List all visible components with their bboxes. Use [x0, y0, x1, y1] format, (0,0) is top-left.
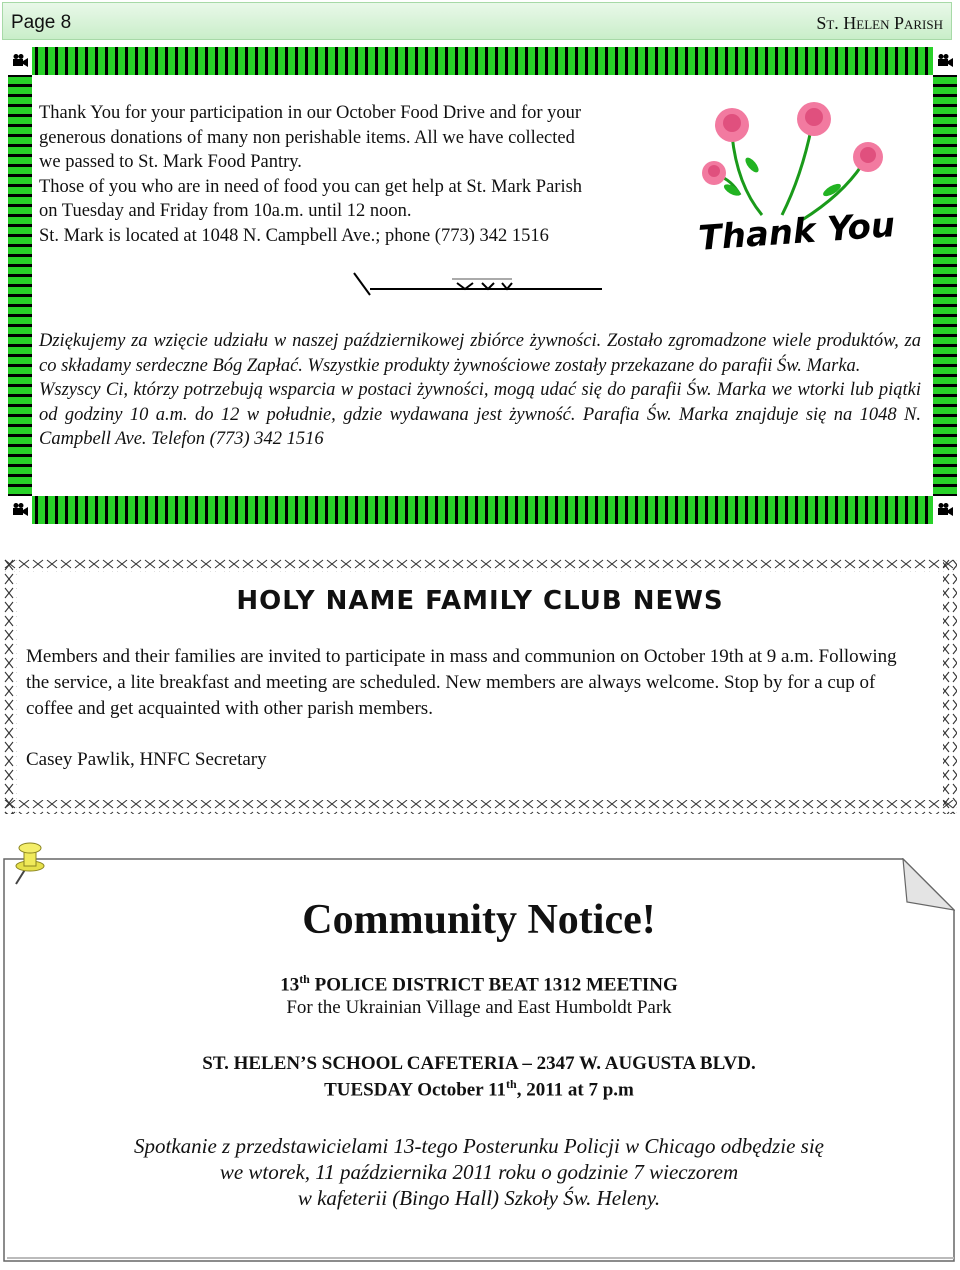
meeting-time: , 2011 at 7 p.m	[516, 1079, 634, 1101]
community-notice-title: Community Notice!	[302, 897, 656, 943]
community-notice-box	[3, 858, 955, 1262]
meeting-date-text: TUESDAY October 11	[324, 1079, 507, 1101]
food-en-line: St. Mark is located at 1048 N. Campbell Ave.; phone (773) 342 1516	[39, 225, 549, 246]
notice-pl-line: we wtorek, 11 października 2011 roku o godzinie 7 wieczorem	[219, 1160, 739, 1184]
food-en-line: generous donations of many non perishable items. All we have collected	[39, 127, 575, 148]
movie-camera-icon	[933, 47, 957, 75]
food-pl-paragraph: Wszyscy Ci, którzy potrzebują wsparcia w postaci żywności, mogą udać się do parafii Św. Marka we wtorki lub piątki od godziny 10 a.m. do 12 w południe, gdzie wydawana jest żywność. Parafia Św. Marka znajduje się na 1048 N. Campbell Ave. Telefon (773) 342 1516	[39, 380, 921, 449]
film-strip-top	[8, 47, 957, 75]
notice-pl-line: w kafeterii (Bingo Hall) Szkoły Św. Heleny.	[297, 1186, 661, 1210]
community-notice-polish	[3, 1133, 955, 1211]
meeting-title	[3, 972, 955, 996]
holy-name-box	[3, 558, 957, 814]
food-pl-paragraph: Dziękujemy za wzięcie udziału w naszej październikowej zbiórce żywności. Zostało zgromadzone wiele produktów, za co składamy serdeczne Bóg Zapłać. Wszystkie produkty żywnościowe zostały przekazane do parafii Św. Marka.	[39, 331, 921, 376]
meeting-date	[3, 1077, 955, 1101]
film-strip-left	[8, 47, 32, 524]
movie-camera-icon	[8, 47, 32, 75]
meeting-name: POLICE DISTRICT BEAT 1312 MEETING	[309, 974, 678, 996]
parish-name: St. Helen Parish	[816, 13, 943, 33]
decorative-divider	[352, 271, 612, 301]
thank-you-roses-clipart	[692, 95, 902, 255]
food-en-line: on Tuesday and Friday from 10a.m. until 12 noon.	[39, 201, 412, 221]
meeting-number: 13	[280, 974, 300, 996]
meeting-subtitle: For the Ukrainian Village and East Humboldt Park	[286, 997, 672, 1018]
movie-camera-icon	[8, 496, 32, 524]
food-drive-content	[32, 75, 933, 496]
film-strip-right	[933, 47, 957, 524]
holy-name-title: HOLY NAME FAMILY CLUB NEWS	[236, 586, 724, 616]
food-en-line: Those of you who are in need of food you can get help at St. Mark Parish	[39, 176, 583, 197]
film-strip-bottom	[8, 496, 957, 524]
thank-you-text: Thank You	[697, 205, 897, 255]
pushpin-icon	[8, 836, 50, 892]
movie-camera-icon	[933, 496, 957, 524]
holy-name-signature: Casey Pawlik, HNFC Secretary	[26, 749, 267, 770]
holy-name-body	[26, 644, 921, 722]
notice-pl-line: Spotkanie z przedstawicielami 13-tego Posterunku Policji w Chicago odbędzie się	[134, 1134, 824, 1158]
meeting-location: ST. HELEN’S SCHOOL CAFETERIA – 2347 W. AUGUSTA BLVD.	[202, 1053, 756, 1074]
food-drive-box	[8, 47, 957, 524]
holy-name-text: Members and their families are invited to participate in mass and communion on October 19th at 9 a.m. Following the service, a lite breakfast and meeting are scheduled. New members are always welcome. Stop by for a cup of coffee and get acquainted with other parish members.	[26, 646, 897, 719]
page-number: Page 8	[11, 12, 72, 33]
page-header	[2, 2, 952, 40]
food-en-line: Thank You for your participation in our October Food Drive and for your	[39, 103, 582, 123]
meeting-number-suffix: th	[299, 972, 310, 986]
food-drive-english	[39, 101, 689, 248]
food-drive-polish	[39, 329, 921, 452]
meeting-date-suffix: th	[506, 1077, 517, 1091]
food-en-line: we passed to St. Mark Food Pantry.	[39, 152, 302, 172]
